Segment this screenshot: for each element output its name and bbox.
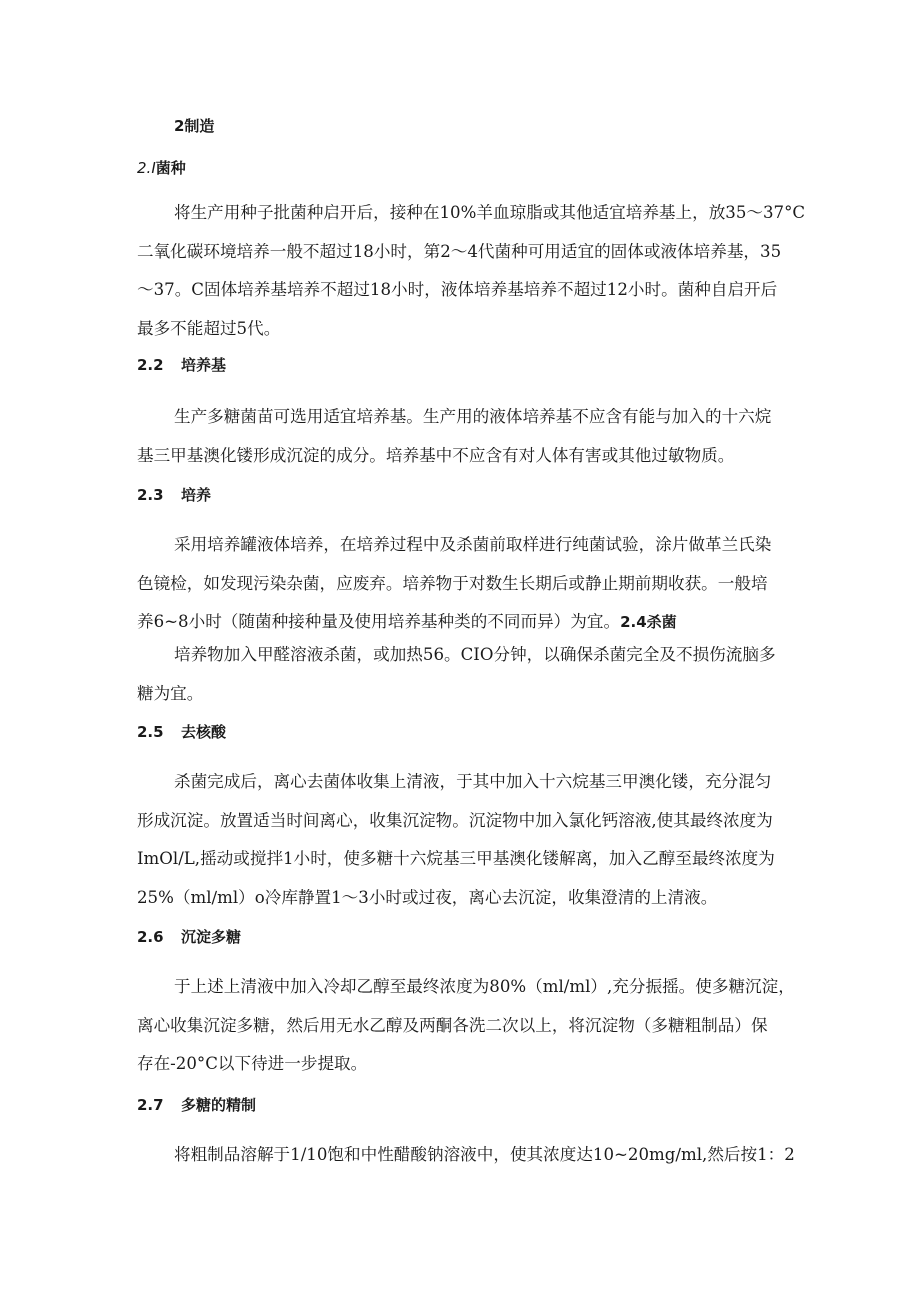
paragraph-line: 二氧化碳环境培养一般不超过18小时，第2～4代菌种可用适宜的固体或液体培养基，35 <box>137 241 782 261</box>
heading-2-5-title: 去核酸 <box>181 723 227 741</box>
paragraph-2-7 <box>137 1136 795 1175</box>
paragraph-line: ～37。C固体培养基培养不超过18小时，液体培养基培养不超过12小时。菌种自启开后 <box>137 280 778 299</box>
heading-2-7-title: 多糖的精制 <box>181 1096 257 1114</box>
paragraph-line: 25%（ml∕ml）o冷库静置1～3小时或过夜，离心去沉淀，收集澄清的上清液。 <box>137 887 718 907</box>
heading-2-5 <box>137 722 226 742</box>
heading-2-3-title: 培养 <box>181 486 212 504</box>
paragraph-line: 糖为宜。 <box>137 683 204 703</box>
paragraph-line: 基三甲基澳化镂形成沉淀的成分。培养基中不应含有对人体有害或其他过敏物质。 <box>137 445 735 465</box>
paragraph-line: 将粗制品溶解于1/10饱和中性醋酸钠溶液中，使其浓度达10~20mg∕ml,然后按1：2 <box>174 1145 795 1164</box>
paragraph-line: 养6~8小时（随菌种接种量及使用培养基种类的不同而异）为宜。 <box>137 612 621 631</box>
paragraph-line: 培养物加入甲醛溶液杀菌，或加热56。CIO分钟，以确保杀菌完全及不损伤流脑多 <box>174 645 776 664</box>
heading-2-2-title: 培养基 <box>181 356 227 374</box>
paragraph-line: 于上述上清液中加入冷却乙醇至最终浓度为80%（ml/ml）,充分振摇。使多糖沉淀， <box>174 977 795 996</box>
paragraph-line: 杀菌完成后，离心去菌体收集上清液，于其中加入十六烷基三甲澳化镂，充分混匀 <box>174 772 772 791</box>
heading-2-7-number: 2.7 <box>137 1096 164 1114</box>
paragraph-2-1 <box>137 194 805 348</box>
heading-2-5-number: 2.5 <box>137 723 164 741</box>
heading-2-1 <box>137 158 186 178</box>
paragraph-2-6 <box>137 968 795 1084</box>
heading-2-3-number: 2.3 <box>137 486 164 504</box>
heading-2-1-number-suffix: I <box>151 159 156 177</box>
heading-2-1-title: 菌种 <box>155 159 186 177</box>
paragraph-line: 形成沉淀。放置适当时间离心，收集沉淀物。沉淀物中加入氯化钙溶液,使其最终浓度为 <box>137 810 773 830</box>
paragraph-line: 采用培养罐液体培养，在培养过程中及杀菌前取样进行纯菌试验，涂片做革兰氏染 <box>174 535 772 554</box>
paragraph-line: 生产多糖菌苗可选用适宜培养基。生产用的液体培养基不应含有能与加入的十六烷 <box>174 407 772 426</box>
paragraph-2-4 <box>137 636 776 713</box>
heading-2-6-number: 2.6 <box>137 928 164 946</box>
paragraph-2-3 <box>137 526 771 642</box>
heading-2-7 <box>137 1095 256 1115</box>
paragraph-2-2 <box>137 398 771 475</box>
heading-2-6 <box>137 927 241 947</box>
heading-2-title: 2制造 <box>174 117 215 135</box>
heading-2-3 <box>137 485 211 505</box>
paragraph-line: 最多不能超过5代。 <box>137 318 281 338</box>
heading-2-4: 2.4杀菌 <box>620 613 677 631</box>
heading-2-2 <box>137 355 226 375</box>
paragraph-line: 色镜检，如发现污染杂菌，应废弃。培养物于对数生长期后或静止期前期收获。一般培 <box>137 573 768 593</box>
paragraph-line: ImOl/L,摇动或搅拌1小时，使多糖十六烷基三甲基澳化镂解离，加入乙醇至最终浓度为 <box>137 849 775 868</box>
heading-2-1-number: 2. <box>137 159 152 177</box>
paragraph-line: 存在-20°C以下待进一步提取。 <box>137 1054 368 1073</box>
paragraph-2-5 <box>137 763 775 917</box>
heading-2-6-title: 沉淀多糖 <box>181 928 242 946</box>
paragraph-line: 离心收集沉淀多糖，然后用无水乙醇及两酮各洗二次以上，将沉淀物（多糖粗制品）保 <box>137 1015 768 1035</box>
heading-2 <box>174 116 214 136</box>
paragraph-line: 将生产用种子批菌种启开后，接种在10%羊血琼脂或其他适宜培养基上，放35～37°C <box>174 203 806 222</box>
heading-2-2-number: 2.2 <box>137 356 164 374</box>
